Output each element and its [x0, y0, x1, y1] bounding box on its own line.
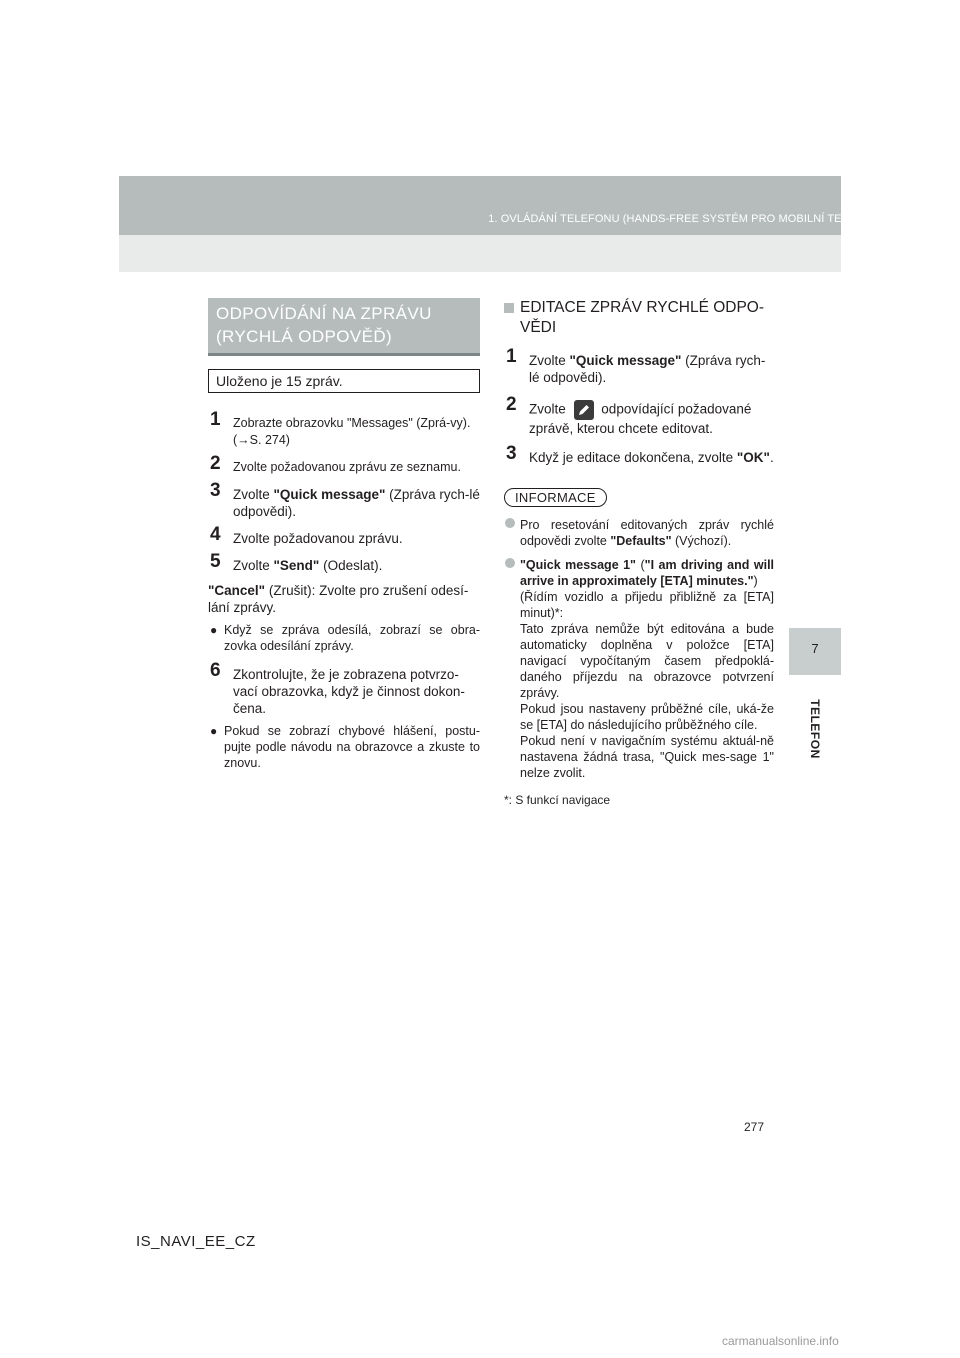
- cancel-label: "Cancel": [208, 583, 266, 598]
- watermark: carmanualsonline.info: [722, 1334, 839, 1348]
- pencil-icon: [574, 400, 594, 420]
- step-3: [208, 480, 480, 520]
- header-subband: [119, 235, 841, 272]
- bullet-glyph: ●: [210, 724, 218, 738]
- step-text-post: (Zpráva rych-lé odpovědi).: [529, 353, 766, 385]
- step-number: 6: [210, 660, 221, 681]
- cancel-text: (Zrušit): Zvolte pro zrušení odesí-lání zprávy.: [208, 583, 469, 615]
- info-line: (Řídím vozidlo a přijedu přibližně za [ETA] minut)*:: [520, 590, 774, 620]
- step-text: Zvolte požadovanou zprávu.: [233, 531, 403, 546]
- chapter-tab-label-text: TELEFON: [808, 699, 822, 759]
- header-band: [119, 176, 841, 235]
- section-title-line2: (RYCHLÁ ODPOVĚĎ): [216, 327, 393, 346]
- step-2: [208, 453, 480, 476]
- step-text-bold: "Send": [273, 558, 320, 573]
- chapter-tab: [789, 628, 841, 675]
- step-text-bold: "Quick message": [569, 353, 682, 368]
- step-text-pre: Zvolte: [233, 487, 274, 502]
- step-text-bold: "OK": [736, 450, 770, 465]
- step-number: 3: [210, 480, 221, 501]
- right-column: [504, 298, 774, 807]
- bullet-text: Když se zpráva odesílá, zobrazí se obra-zovka odesílání zprávy.: [224, 623, 480, 653]
- step-number: 1: [506, 346, 517, 367]
- info-label: INFORMACE: [504, 488, 607, 507]
- sub-title-line1: EDITACE ZPRÁV RYCHLÉ ODPO-: [520, 299, 765, 316]
- step-number: 3: [506, 443, 517, 464]
- step-text-pre: Když je editace dokončena, zvolte: [529, 450, 737, 465]
- info-bold: "Quick message 1": [520, 558, 636, 572]
- info-item: [504, 557, 774, 781]
- section-title-edit: [504, 298, 774, 338]
- step-number: 4: [210, 524, 221, 545]
- section-title-line1: ODPOVÍDÁNÍ NA ZPRÁVU: [216, 304, 432, 323]
- info-text: (: [636, 558, 645, 572]
- bullet-glyph: ●: [210, 623, 218, 637]
- stored-messages-note: Uloženo je 15 zpráv.: [208, 369, 480, 393]
- step-6: [208, 660, 480, 717]
- step-2: [504, 394, 774, 437]
- chapter-tab-label: [800, 690, 830, 770]
- info-bullet-icon: [505, 558, 515, 568]
- step-text-post: odpovídající požadované zprávě, kterou chcete editovat.: [529, 401, 752, 436]
- step-1: [208, 409, 480, 449]
- info-line: [520, 557, 774, 589]
- info-text: ): [753, 574, 758, 588]
- info-bold: "I am driving and will arrive in approximately [ETA] minutes.": [520, 558, 775, 588]
- chapter-title: 1. OVLÁDÁNÍ TELEFONU (HANDS-FREE SYSTÉM PRO MOBILNÍ TELEFONY): [488, 213, 890, 225]
- page-number: 277: [744, 1120, 765, 1134]
- document-code: IS_NAVI_EE_CZ: [136, 1233, 256, 1250]
- info-text-bold: "Defaults": [610, 534, 672, 548]
- step-text-post: (Odeslat).: [319, 558, 383, 573]
- info-line: Tato zpráva nemůže být editována a bude automaticky doplněna v položce [ETA] navigací vypočítaným časem předpoklá-daného příjezdu na obrazovce potvrzení zprávy.: [520, 622, 774, 700]
- footnote: *: S funkcí navigace: [504, 793, 611, 807]
- step-text: Zobrazte obrazovku "Messages" (Zprá-vy). (→S. 274): [233, 416, 471, 447]
- info-line: Pokud jsou nastaveny průběžné cíle, uká-že se [ETA] do následujícího průběžného cíle.: [520, 702, 774, 732]
- step-5: [208, 551, 480, 574]
- bullet-text: Pokud se zobrazí chybové hlášení, postu-pujte podle návodu na obrazovce a zkuste to znovu.: [224, 724, 480, 770]
- step-text-pre: Zvolte: [233, 558, 274, 573]
- step-3: [504, 443, 774, 466]
- info-text-pre: Pro resetování editovaných zpráv rychlé odpovědi zvolte: [520, 518, 774, 548]
- bullet-item: [208, 622, 480, 654]
- info-text-post: (Výchozí).: [671, 534, 732, 548]
- cancel-note: [208, 582, 480, 616]
- step-number: 2: [506, 394, 517, 415]
- step-number: 5: [210, 551, 221, 572]
- bullet-item: [208, 723, 480, 771]
- info-line: Pokud není v navigačním systému aktuál-ně nastavena žádná trasa, "Quick mes-sage 1" nelze zvolit.: [520, 734, 774, 780]
- sub-title-line2: VĚDI: [520, 319, 557, 336]
- step-text: Zvolte požadovanou zprávu ze seznamu.: [233, 460, 461, 474]
- chapter-tab-number: 7: [811, 641, 819, 656]
- step-text-pre: Zvolte: [529, 353, 570, 368]
- step-text: Zkontrolujte, že je zobrazena potvrzo-vací obrazovka, když je činnost dokon-čena.: [233, 667, 465, 716]
- step-text-post: (Zpráva rych-lé odpovědi).: [233, 487, 480, 519]
- step-text-post: .: [769, 450, 774, 465]
- info-bullet-icon: [505, 518, 515, 528]
- info-item: [504, 517, 774, 549]
- square-bullet-icon: [504, 303, 514, 313]
- step-1: [504, 346, 774, 386]
- left-column: [208, 298, 480, 771]
- step-text-pre: Zvolte: [529, 401, 566, 417]
- step-text-bold: "Quick message": [273, 487, 386, 502]
- step-4: [208, 524, 480, 547]
- step-number: 1: [210, 409, 221, 430]
- section-title-reply: [208, 298, 480, 356]
- step-number: 2: [210, 453, 221, 474]
